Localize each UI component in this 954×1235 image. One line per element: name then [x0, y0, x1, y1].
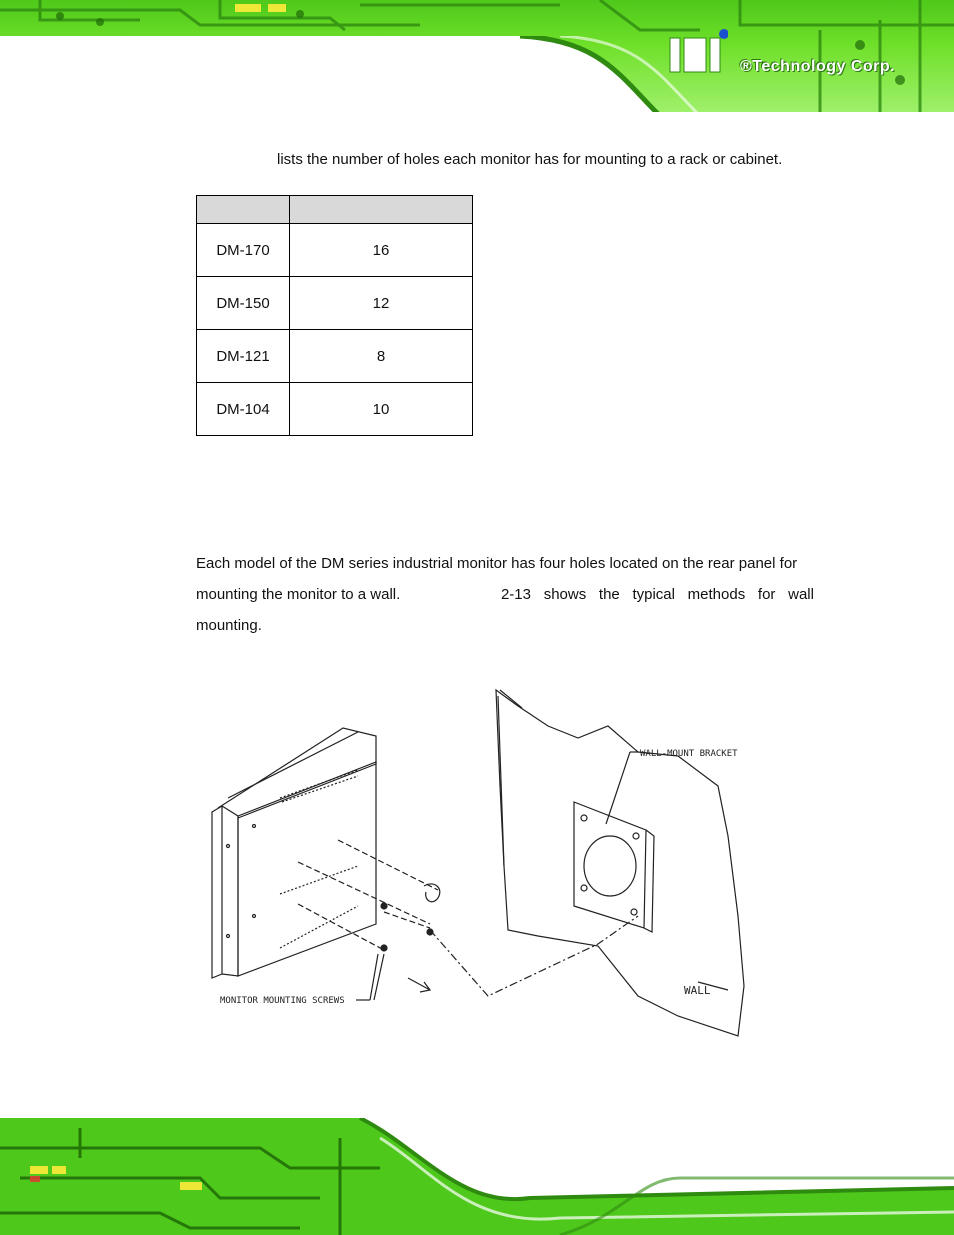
company-name: ®Technology Corp. — [740, 58, 896, 75]
model-cell: DM-150 — [197, 277, 290, 330]
monitor-drawing — [212, 728, 376, 978]
iei-logo-icon — [668, 28, 728, 74]
wall-label: WALL — [684, 984, 711, 997]
holes-cell: 8 — [290, 330, 473, 383]
holes-cell: 16 — [290, 224, 473, 277]
wall-mount-diagram — [198, 666, 760, 1056]
wall-mount-paragraph — [196, 548, 814, 641]
table-row — [197, 277, 473, 330]
paragraph-word: for — [757, 586, 776, 603]
holes-cell: 10 — [290, 383, 473, 436]
paragraph-word: wall — [788, 586, 814, 603]
table-header-cell — [290, 196, 473, 224]
mounting-holes-table — [196, 195, 473, 436]
table-row — [197, 330, 473, 383]
holes-cell: 12 — [290, 277, 473, 330]
paragraph-word: 2-13 — [500, 586, 531, 603]
screw-paths — [298, 840, 638, 1000]
footer-circuit-pattern — [0, 1118, 954, 1235]
paragraph-word: shows — [543, 586, 587, 603]
paragraph-fragment: mounting the monitor to a wall. — [196, 586, 401, 603]
header-banner — [0, 0, 954, 112]
table-header-cell — [197, 196, 290, 224]
paragraph-word: methods — [687, 586, 746, 603]
paragraph-word: the — [598, 586, 620, 603]
intro-text: lists the number of holes each monitor has for mounting to a rack or cabinet. — [277, 151, 783, 168]
model-cell: DM-170 — [197, 224, 290, 277]
table-row — [197, 383, 473, 436]
model-cell: DM-121 — [197, 330, 290, 383]
paragraph-line — [196, 579, 814, 610]
monitor-mounting-screws-label: MONITOR MOUNTING SCREWS — [220, 996, 345, 1006]
paragraph-line: mounting. — [196, 617, 262, 634]
table-header-row — [197, 196, 473, 224]
wall-mount-bracket-drawing — [574, 752, 654, 932]
model-cell: DM-104 — [197, 383, 290, 436]
paragraph-word: typical — [632, 586, 675, 603]
paragraph-line: Each model of the DM series industrial monitor has four holes located on the rear panel for — [196, 555, 798, 572]
table-row — [197, 224, 473, 277]
wall-mount-bracket-label: WALL-MOUNT BRACKET — [640, 749, 738, 759]
footer-banner — [0, 1118, 954, 1235]
